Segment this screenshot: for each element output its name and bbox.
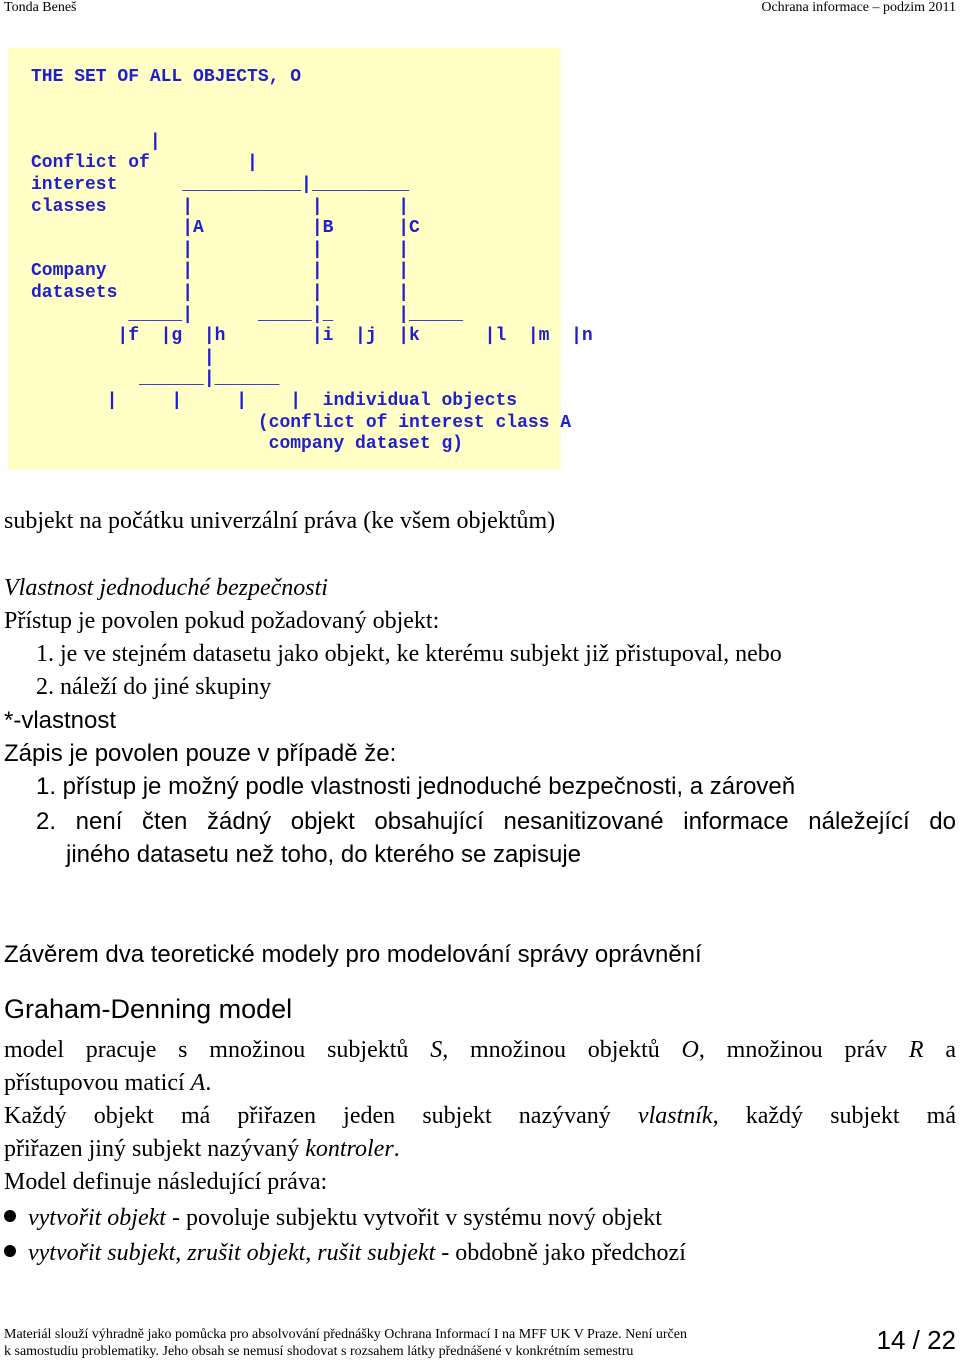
header-author: Tonda Beneš <box>4 0 77 15</box>
gd-paragraph-2-line-2: přiřazen jiný subjekt nazývaný kontroler. <box>4 1136 400 1162</box>
bullet-icon <box>4 1245 16 1257</box>
diagram-ascii-art: THE SET OF ALL OBJECTS, O | Conflict of | interest ___________|_________ classes | | | |A |B |C | | | Company | | | datasets | | | _____| _____|_ |_____ |f |g |h |i |j |k |l |m |n | ______|______ | | | | individual objects (conflict of interest class A company dataset g) <box>31 67 593 455</box>
gd-paragraph-1-line-1: model pracuje s množinou subjektů S, množinou objektů O, množinou práv R a <box>4 1037 957 1063</box>
gd-paragraph-1-line-2: přístupovou maticí A. <box>4 1070 212 1096</box>
simple-security-intro: Přístup je povolen pokud požadovaný objekt: <box>4 608 440 634</box>
bullet-icon <box>4 1210 16 1222</box>
rights-bullet-2: vytvořit subjekt, zrušit objekt, rušit subjekt - obdobně jako předchozí <box>4 1237 686 1270</box>
body-line-universal-rights: subjekt na počátku univerzální práva (ke všem objektům) <box>4 508 556 534</box>
star-property-title: *-vlastnost <box>4 707 117 734</box>
simple-security-title: Vlastnost jednoduché bezpečnosti <box>4 575 328 601</box>
star-property-item-1: 1. přístup je možný podle vlastnosti jednoduché bezpečnosti, a zároveň <box>36 773 796 800</box>
gd-rights-intro: Model definuje následující práva: <box>4 1169 328 1195</box>
footer-line-2: k samostudiu problematiky. Jeho obsah se nemusí shodovat s rozsahem látky přednášené v konkrétním semestru <box>4 1344 634 1359</box>
graham-denning-heading: Graham-Denning model <box>4 994 293 1024</box>
star-property-intro: Zápis je povolen pouze v případě že: <box>4 740 397 767</box>
footer-disclaimer <box>4 1326 764 1360</box>
simple-security-item-1: 1. je ve stejném datasetu jako objekt, ke kterému subjekt již přistupoval, nebo <box>36 641 782 667</box>
gd-paragraph-2-line-1: Každý objekt má přiřazen jeden subjekt nazývaný vlastník, každý subjekt má <box>4 1103 957 1129</box>
conclusion-line: Závěrem dva teoretické modely pro modelování správy oprávnění <box>4 941 702 968</box>
header-course: Ochrana informace – podzim 2011 <box>761 0 956 15</box>
brewer-nash-diagram <box>8 48 593 470</box>
rights-bullet-1: vytvořit objekt - povoluje subjektu vytvořit v systému nový objekt <box>4 1202 662 1235</box>
footer-line-1: Materiál slouží výhradně jako pomůcka pro absolvování přednášky Ochrana Informací I na MFF UK V Praze. Není určen <box>4 1327 687 1342</box>
star-property-item-2: 2. není čten žádný objekt obsahující nesanitizované informace náležející do <box>36 808 956 835</box>
page-number: 14 / 22 <box>876 1325 956 1355</box>
star-property-item-2-cont: jiného datasetu než toho, do kterého se zapisuje <box>66 841 582 868</box>
simple-security-item-2: 2. náleží do jiné skupiny <box>36 674 272 700</box>
